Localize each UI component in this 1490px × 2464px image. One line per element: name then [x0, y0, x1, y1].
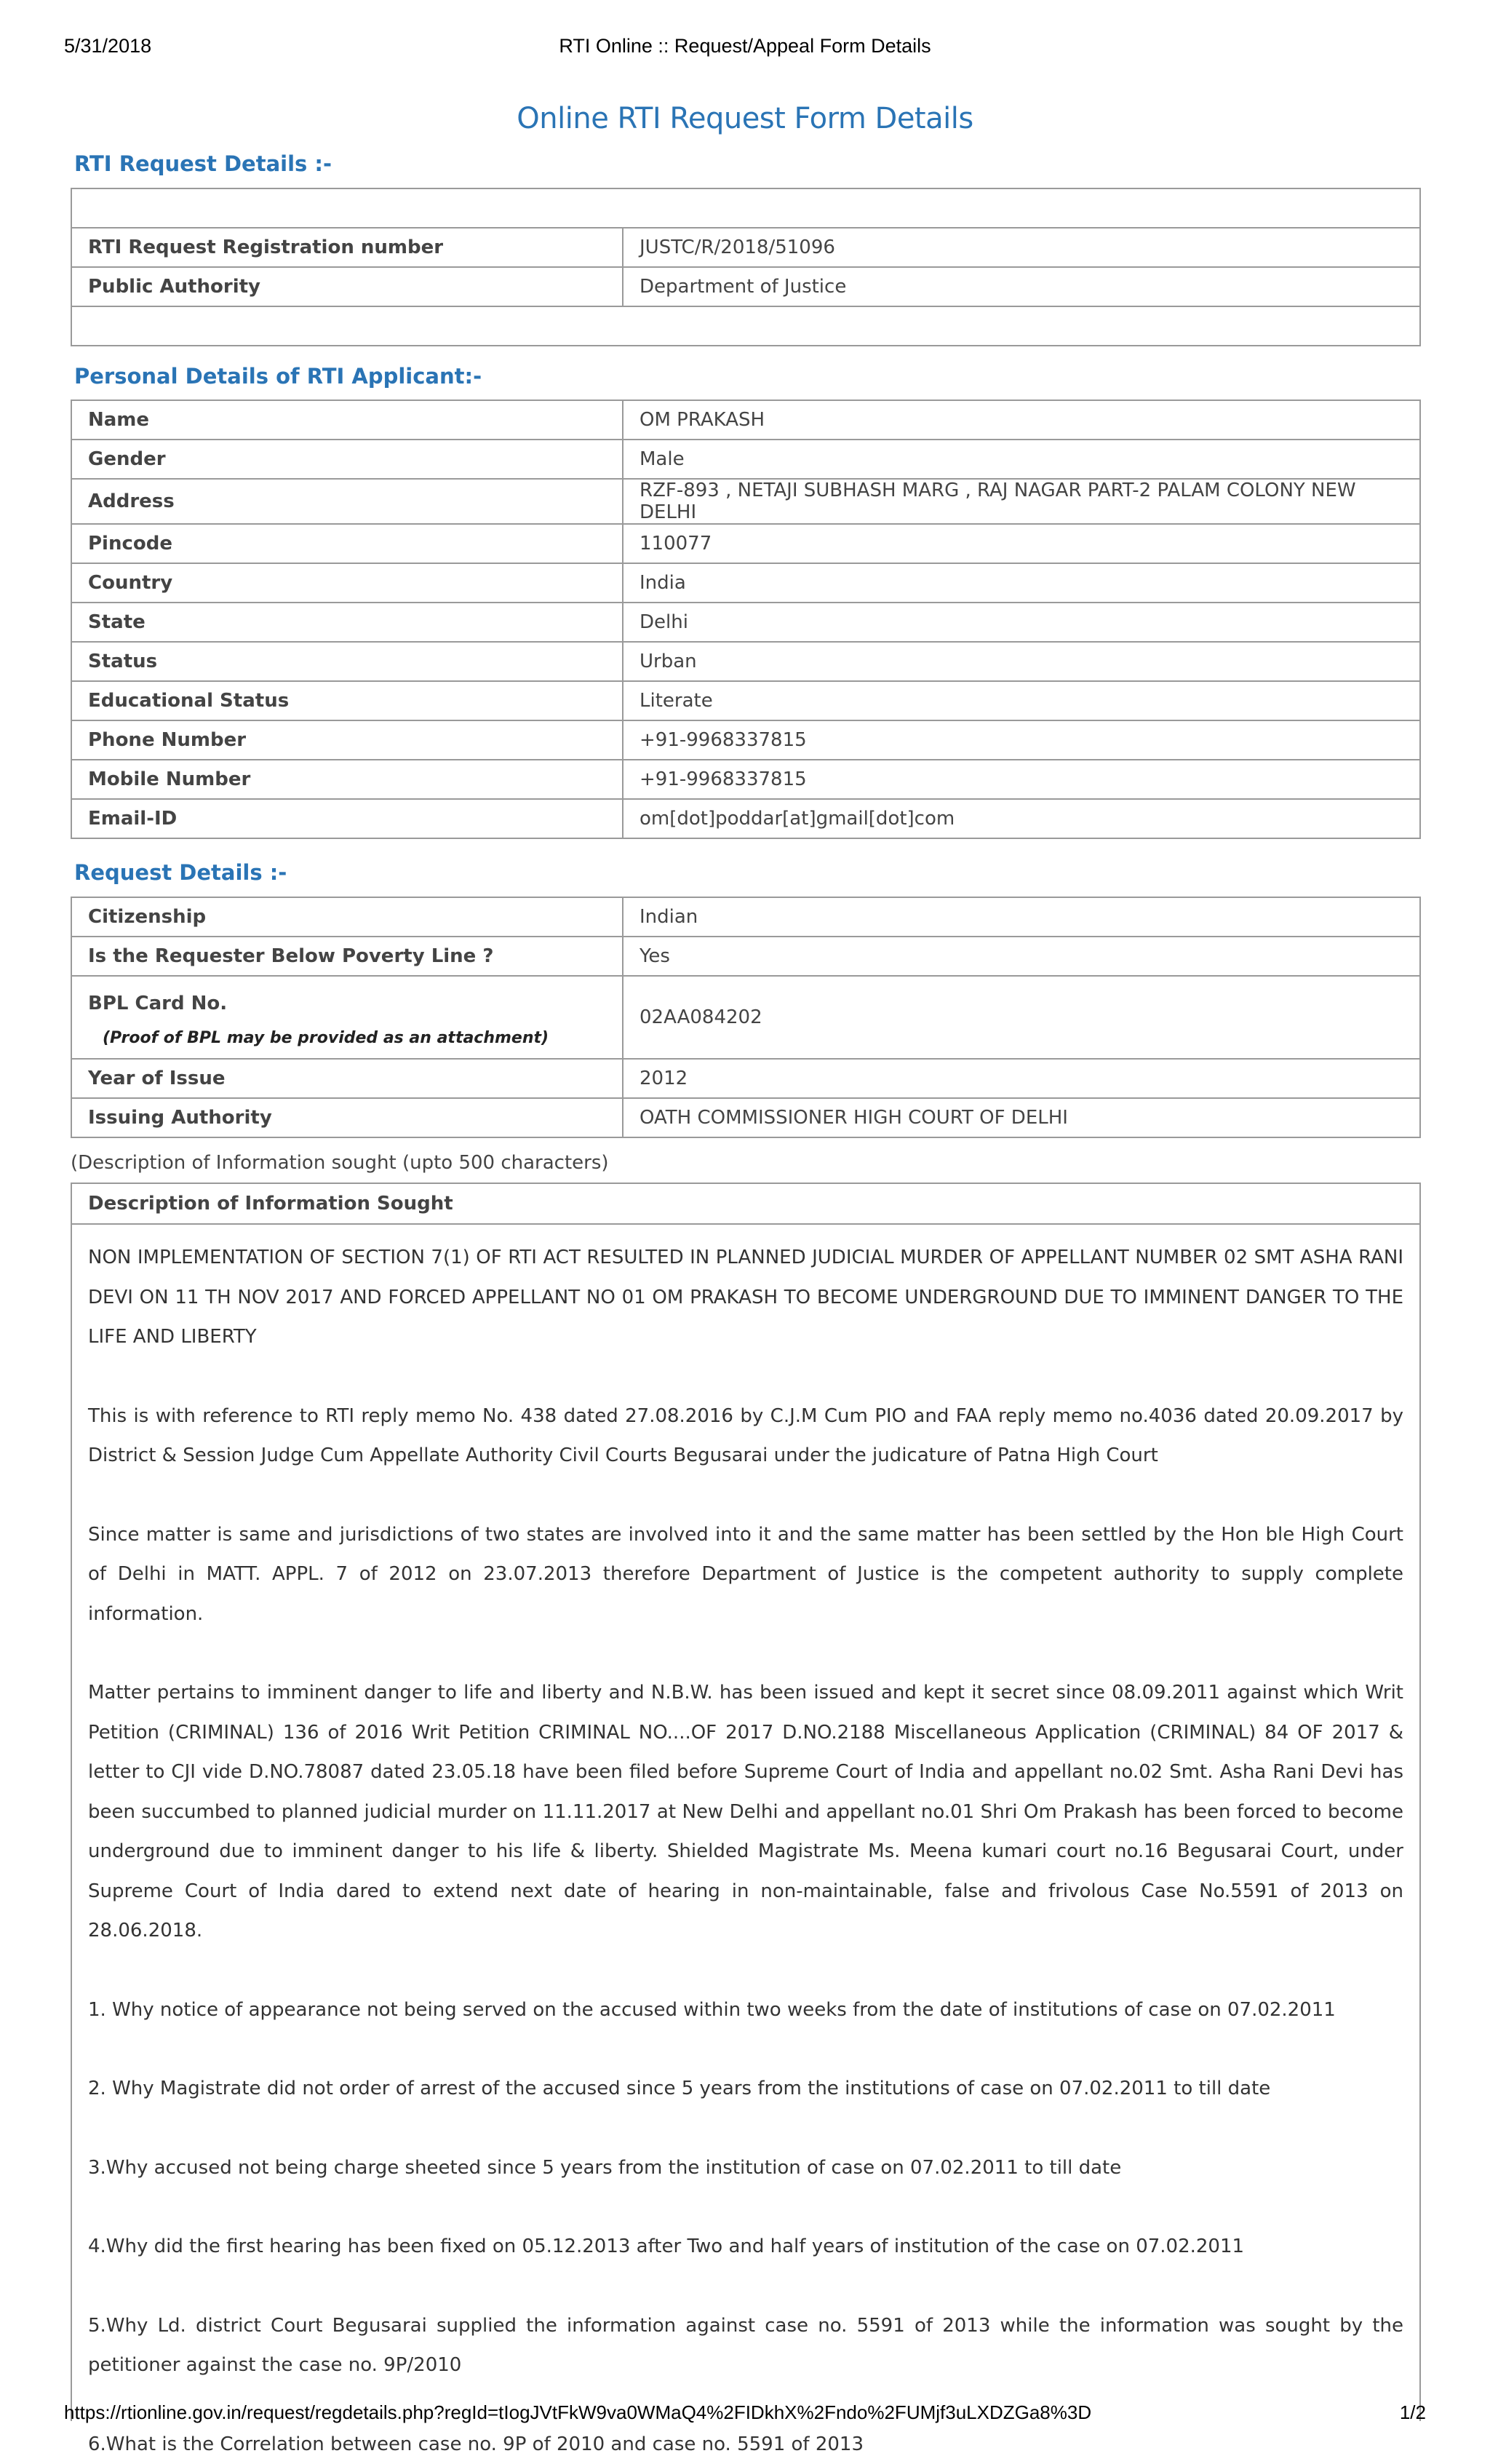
description-paragraph: Since matter is same and jurisdictions of two states are involved into it and the same matter has been settled by the Hon ble High Court of Delhi in MATT. APPL. 7 of 2012 on 23.07.2013 therefore Department of Justice is the competent authority to supply complete information.	[88, 1515, 1403, 1634]
applicant-name: OM PRAKASH	[623, 400, 1420, 440]
row-label: Phone Number	[71, 720, 623, 760]
educational-status: Literate	[623, 681, 1420, 720]
registration-number: JUSTC/R/2018/51096	[623, 228, 1420, 267]
description-paragraph: 4.Why did the first hearing has been fixed on 05.12.2013 after Two and half years of institution of the case on 07.02.2011	[88, 2227, 1403, 2267]
description-paragraph: Matter pertains to imminent danger to life and liberty and N.B.W. has been issued and kept it secret since 08.09.2011 against which Writ Petition (CRIMINAL) 136 of 2016 Writ Petition CRIMINAL NO....OF 2017 D.NO.2188 Miscellaneous Application (CRIMINAL) 84 OF 2017 & letter to CJI vide D.NO.78087 dated 23.05.18 have been filed before Supreme Court of India and appellant no.02 Smt. Asha Rani Devi has been succumbed to planned judicial murder on 11.11.2017 at New Delhi and appellant no.01 Shri Om Prakash has been forced to become underground due to imminent danger to his life & liberty. Shielded Magistrate Ms. Meena kumari court no.16 Begusarai Court, under Supreme Court of India dared to extend next date of hearing in non-maintainable, false and frivolous Case No.5591 of 2013 on 28.06.2018.	[88, 1673, 1403, 1951]
row-label: Address	[71, 479, 623, 524]
status: Urban	[623, 642, 1420, 681]
email-id: om[dot]poddar[at]gmail[dot]com	[623, 799, 1420, 838]
page-number: 1/2	[1400, 2401, 1426, 2424]
personal-details-table	[71, 400, 1421, 839]
row-label: State	[71, 603, 623, 642]
print-footer	[64, 2401, 1426, 2431]
row-label: Year of Issue	[71, 1059, 623, 1098]
description-paragraph: NON IMPLEMENTATION OF SECTION 7(1) OF RTI ACT RESULTED IN PLANNED JUDICIAL MURDER OF APPELLANT NUMBER 02 SMT ASHA RANI DEVI ON 11 TH NOV 2017 AND FORCED APPELLANT NO 01 OM PRAKASH TO BECOME UNDERGROUND DUE TO IMMINENT DANGER TO THE LIFE AND LIBERTY	[88, 1238, 1403, 1357]
row-label: Educational Status	[71, 681, 623, 720]
table-row	[71, 603, 1420, 642]
bpl-card-label: BPL Card No.	[88, 993, 606, 1014]
public-authority: Department of Justice	[623, 267, 1420, 306]
row-label: Pincode	[71, 524, 623, 563]
bpl-proof-note: (Proof of BPL may be provided as an attachment)	[88, 1029, 606, 1047]
print-date: 5/31/2018	[64, 35, 151, 57]
personal-details-heading: Personal Details of RTI Applicant:-	[74, 364, 482, 389]
description-box	[71, 1183, 1421, 2421]
row-label: Citizenship	[71, 897, 623, 937]
row-label: Issuing Authority	[71, 1098, 623, 1137]
description-heading: Description of Information Sought	[72, 1184, 1419, 1225]
row-label	[71, 976, 623, 1059]
phone-number: +91-9968337815	[623, 720, 1420, 760]
table-row	[71, 799, 1420, 838]
table-row	[71, 524, 1420, 563]
row-label: Status	[71, 642, 623, 681]
table-row	[71, 400, 1420, 440]
row-label: Mobile Number	[71, 760, 623, 799]
page-title: Online RTI Request Form Details	[0, 102, 1490, 135]
description-paragraph: 5.Why Ld. district Court Begusarai supplied the information against case no. 5591 of 2013 while the information was sought by the petitioner against the case no. 9P/2010	[88, 2306, 1403, 2385]
below-poverty-line: Yes	[623, 937, 1420, 976]
table-row	[71, 937, 1420, 976]
country: India	[623, 563, 1420, 603]
table-row	[71, 563, 1420, 603]
address: RZF-893 , NETAJI SUBHASH MARG , RAJ NAGAR PART-2 PALAM COLONY NEW DELHI	[623, 479, 1420, 524]
blank-row	[71, 188, 1420, 228]
request-details-table	[71, 897, 1421, 1138]
row-label: Is the Requester Below Poverty Line ?	[71, 937, 623, 976]
request-details-heading: Request Details :-	[74, 860, 287, 885]
mobile-number: +91-9968337815	[623, 760, 1420, 799]
citizenship: Indian	[623, 897, 1420, 937]
print-page-title: RTI Online :: Request/Appeal Form Details	[64, 35, 1426, 57]
description-paragraph: This is with reference to RTI reply memo No. 438 dated 27.08.2016 by C.J.M Cum PIO and FAA reply memo no.4036 dated 20.09.2017 by District & Session Judge Cum Appellate Authority Civil Courts Begusarai under the judicature of Patna High Court	[88, 1396, 1403, 1476]
table-row	[71, 1059, 1420, 1098]
blank-row	[71, 306, 1420, 346]
year-of-issue: 2012	[623, 1059, 1420, 1098]
bpl-card-number: 02AA084202	[623, 976, 1420, 1059]
description-body	[72, 1225, 1419, 2464]
table-row	[71, 681, 1420, 720]
description-paragraph: 6.What is the Correlation between case no. 9P of 2010 and case no. 5591 of 2013	[88, 2425, 1403, 2464]
rti-request-heading: RTI Request Details :-	[74, 151, 332, 176]
table-row	[71, 228, 1420, 267]
pincode: 110077	[623, 524, 1420, 563]
description-caption: (Description of Information sought (upto 500 characters)	[71, 1152, 609, 1174]
row-label: Email-ID	[71, 799, 623, 838]
table-row	[71, 976, 1420, 1059]
description-paragraph: 3.Why accused not being charge sheeted since 5 years from the institution of case on 07.02.2011 to till date	[88, 2148, 1403, 2188]
table-row	[71, 897, 1420, 937]
print-header	[64, 35, 1426, 64]
row-label: Country	[71, 563, 623, 603]
row-label: Public Authority	[71, 267, 623, 306]
table-row	[71, 440, 1420, 479]
table-row	[71, 479, 1420, 524]
table-row	[71, 1098, 1420, 1137]
rti-request-table	[71, 188, 1421, 346]
table-row	[71, 720, 1420, 760]
table-row	[71, 267, 1420, 306]
row-label: Gender	[71, 440, 623, 479]
description-paragraph: 1. Why notice of appearance not being served on the accused within two weeks from the date of institutions of case on 07.02.2011	[88, 1990, 1403, 2030]
description-paragraph: 2. Why Magistrate did not order of arrest of the accused since 5 years from the institutions of case on 07.02.2011 to till date	[88, 2069, 1403, 2109]
table-row	[71, 642, 1420, 681]
gender: Male	[623, 440, 1420, 479]
row-label: RTI Request Registration number	[71, 228, 623, 267]
state: Delhi	[623, 603, 1420, 642]
page-url: https://rtionline.gov.in/request/regdetails.php?regId=tIogJVtFkW9va0WMaQ4%2FIDkhX%2Fndo%2FUMjf3uLXDZGa8%3D	[64, 2401, 1091, 2424]
issuing-authority: OATH COMMISSIONER HIGH COURT OF DELHI	[623, 1098, 1420, 1137]
row-label: Name	[71, 400, 623, 440]
table-row	[71, 760, 1420, 799]
